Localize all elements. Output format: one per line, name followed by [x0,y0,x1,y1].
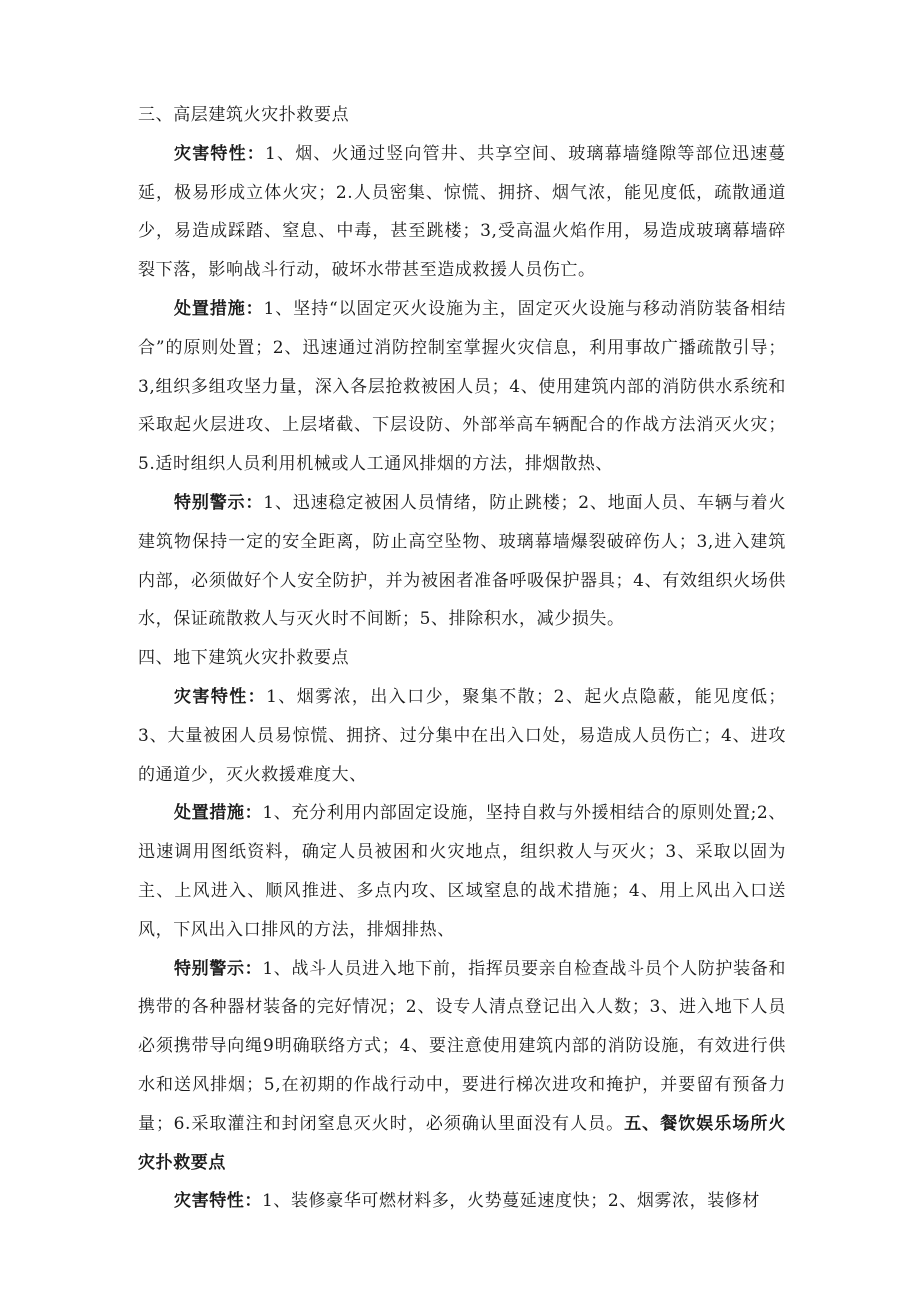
paragraph-text: 1、充分利用内部固定设施，坚持自救与外援相结合的原则处置;2、迅速调用图纸资料，确定人员被困和火灾地点，组织救人与灭火；3、采取以固为主、上风进入、顺风推进、多点内攻、区域窒息的战术措施；4、用上风出入口送风，下风出入口排风的方法，排烟排热、 [138,803,787,940]
paragraph-label: 特别警示： [174,492,264,513]
paragraph-label: 灾害特性： [174,1191,262,1212]
paragraph-high-rise-hazards [138,135,786,290]
paragraph-dining-hazards [138,1182,786,1221]
paragraph-high-rise-measures [138,290,786,484]
paragraph-underground-hazards [138,678,786,794]
paragraph-label: 处置措施： [174,803,263,824]
paragraph-text: 1、装修豪华可燃材料多，火势蔓延速度快；2、烟雾浓，装修材 [262,1191,761,1212]
document-body [138,96,786,1221]
paragraph-label: 灾害特性： [174,686,267,707]
section-heading-underground: 四、地下建筑火灾扑救要点 [138,648,350,669]
paragraph-label: 处置措施： [174,298,264,319]
paragraph-underground-warnings [138,950,786,1183]
section-heading-high-rise: 三、高层建筑火灾扑救要点 [138,105,350,125]
paragraph-text: 1、烟、火通过竖向管井、共享空间、玻璃幕墙缝隙等部位迅速蔓延，极易形成立体火灾；2.人员密集、惊慌、拥挤、烟气浓，能见度低，疏散通道少，易造成踩踏、窒息、中毒，甚至跳楼；3,受高温火焰作用，易造成玻璃幕墙碎裂下落，影响战斗行动，破坏水带甚至造成救援人员伤亡。 [138,143,786,281]
paragraph-underground-measures [138,794,786,949]
paragraph-text: 1、坚持“以固定灭火设施为主，固定灭火设施与移动消防装备相结合”的原则处置；2、迅速通过消防控制室掌握火灾信息，利用事故广播疏散引导；3,组织多组攻坚力量，深入各层抢救被困人员；4、使用建筑内部的消防供水系统和采取起火层进攻、上层堵截、下层设防、外部举高车辆配合的作战方法消灭火灾；5.适时组织人员利用机械或人工通风排烟的方法，排烟散热、 [138,298,786,475]
section-heading-dining-entertainment: 五、餐饮娱乐场所火灾扑救要点 [138,1113,786,1173]
paragraph-label: 灾害特性： [174,143,265,164]
paragraph-text: 1、战斗人员进入地下前，指挥员要亲自检查战斗员个人防护装备和携带的各种器材装备的完好情况；2、设专人清点登记出入人数；3、进入地下人员必须携带导向绳9明确联络方式；4、要注意使用建筑内部的消防设施，有效进行供水和送风排烟；5,在初期的作战行动中，要进行梯次进攻和掩护，并要留有预备力量；6.采取灌注和封闭窒息灭火时，必须确认里面没有人员。 [138,958,786,1134]
paragraph-label: 特别警示： [174,958,263,979]
paragraph-high-rise-warnings [138,484,786,639]
paragraph-text: 1、迅速稳定被困人员情绪，防止跳楼；2、地面人员、车辆与着火建筑物保持一定的安全距离，防止高空坠物、玻璃幕墙爆裂破碎伤人；3,进入建筑内部，必须做好个人安全防护，并为被困者准备呼吸保护器具；4、有效组织火场供水，保证疏散救人与灭火时不间断；5、排除积水，减少损失。 [138,492,787,630]
paragraph-text: 1、烟雾浓，出入口少，聚集不散；2、起火点隐蔽，能见度低；3、大量被困人员易惊慌、拥挤、过分集中在出入口处，易造成人员伤亡；4、进攻的通道少，灭火救援难度大、 [138,686,787,785]
